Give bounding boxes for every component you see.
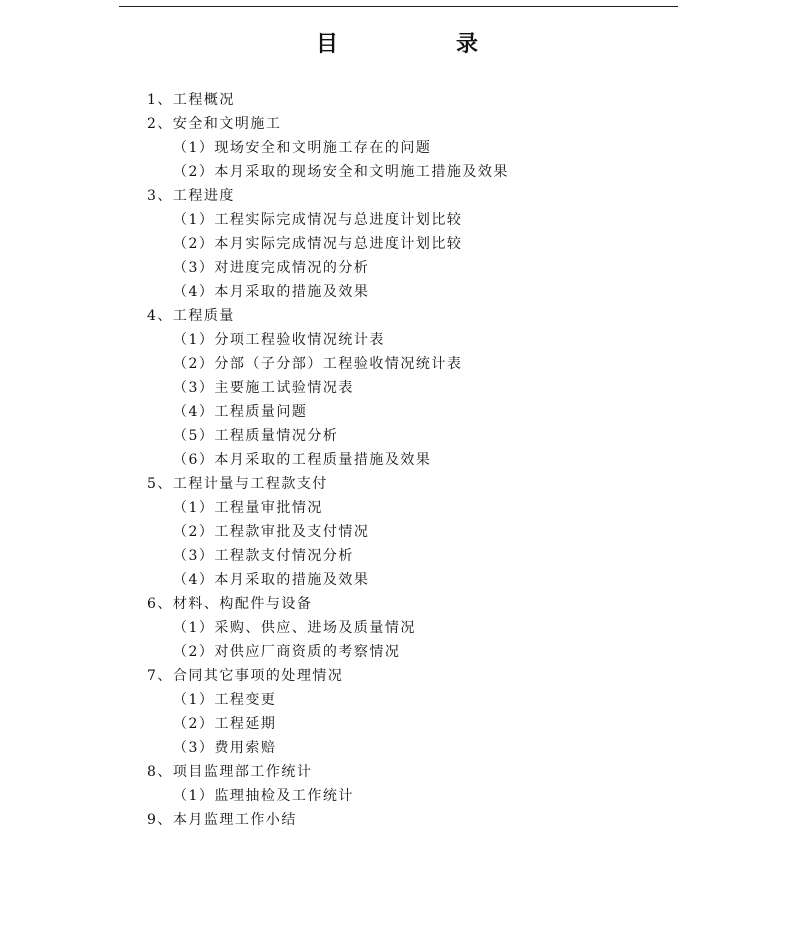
toc-subsection: （2）工程款审批及支付情况 xyxy=(173,524,370,540)
toc-section: 6、材料、构配件与设备 xyxy=(147,596,313,612)
toc-subsection: （2）本月实际完成情况与总进度计划比较 xyxy=(173,236,463,252)
toc-subsection: （4）本月采取的措施及效果 xyxy=(173,572,370,588)
page-title: 目 录 xyxy=(315,32,526,57)
toc-subsection: （6）本月采取的工程质量措施及效果 xyxy=(173,452,432,468)
toc-subsection: （1）监理抽检及工作统计 xyxy=(173,788,354,804)
toc-section: 2、安全和文明施工 xyxy=(147,116,282,132)
table-of-contents xyxy=(0,88,794,832)
toc-subsection: （3）对进度完成情况的分析 xyxy=(173,260,370,276)
toc-subsection: （5）工程质量情况分析 xyxy=(173,428,339,444)
toc-section: 1、工程概况 xyxy=(147,92,235,108)
toc-subsection: （3）主要施工试验情况表 xyxy=(173,380,354,396)
toc-section: 8、项目监理部工作统计 xyxy=(147,764,313,780)
toc-section: 7、合同其它事项的处理情况 xyxy=(147,668,344,684)
toc-subsection: （4）本月采取的措施及效果 xyxy=(173,284,370,300)
toc-section: 3、工程进度 xyxy=(147,188,235,204)
toc-section: 9、本月监理工作小结 xyxy=(147,812,297,828)
toc-subsection: （3）费用索赔 xyxy=(173,740,277,756)
toc-subsection: （2）工程延期 xyxy=(173,716,277,732)
toc-section: 5、工程计量与工程款支付 xyxy=(147,476,328,492)
toc-subsection: （1）现场安全和文明施工存在的问题 xyxy=(173,140,432,156)
toc-subsection: （4）工程质量问题 xyxy=(173,404,308,420)
toc-subsection: （2）对供应厂商资质的考察情况 xyxy=(173,644,401,660)
toc-subsection: （1）工程实际完成情况与总进度计划比较 xyxy=(173,212,463,228)
header-rule xyxy=(119,6,678,7)
toc-subsection: （1）采购、供应、进场及质量情况 xyxy=(173,620,416,636)
toc-subsection: （1）工程量审批情况 xyxy=(173,500,323,516)
toc-subsection: （1）工程变更 xyxy=(173,692,277,708)
toc-subsection: （3）工程款支付情况分析 xyxy=(173,548,354,564)
toc-subsection: （2）分部（子分部）工程验收情况统计表 xyxy=(173,356,463,372)
toc-section: 4、工程质量 xyxy=(147,308,235,324)
toc-subsection: （1）分项工程验收情况统计表 xyxy=(173,332,385,348)
toc-subsection: （2）本月采取的现场安全和文明施工措施及效果 xyxy=(173,164,509,180)
